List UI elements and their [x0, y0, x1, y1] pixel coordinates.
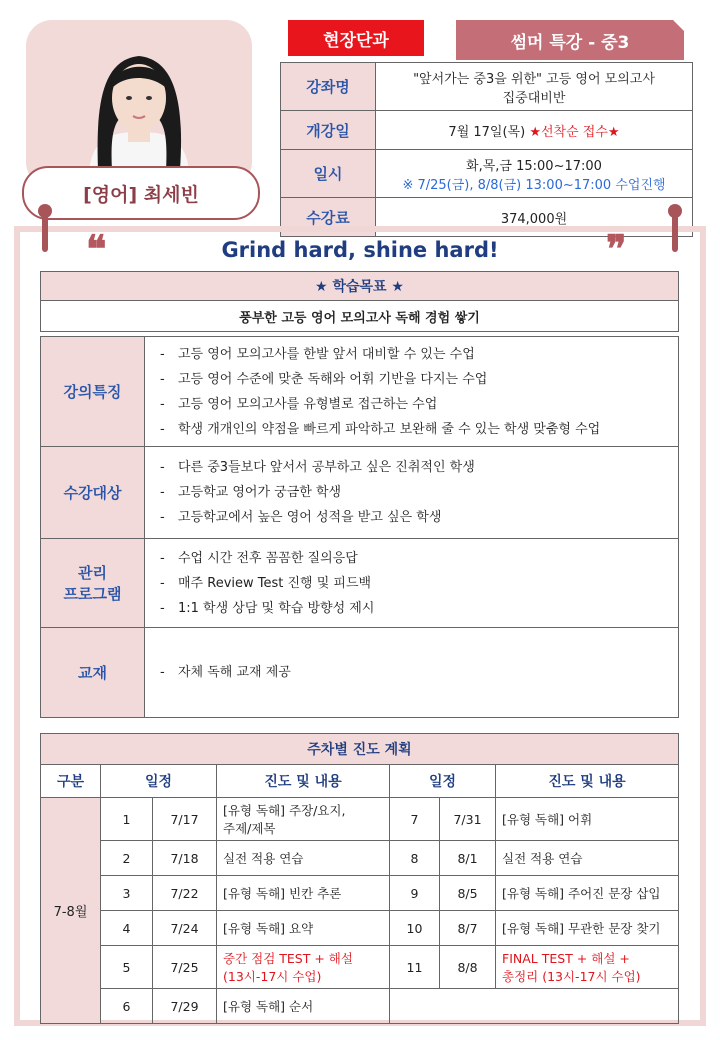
frame-peg-left — [42, 210, 48, 252]
course-info-table — [280, 62, 693, 237]
teacher-name: [영어] 최세빈 — [22, 166, 260, 220]
list-item: - 고등 영어 수준에 맞춘 독해와 어휘 기반을 다지는 수업 — [160, 371, 488, 387]
learning-goal — [40, 271, 679, 332]
schedule-note: ※ 7/25(금), 8/8(금) 13:00~17:00 수업진행 — [402, 177, 666, 193]
first-come-note: ★선착순 접수★ — [529, 124, 620, 140]
frame-peg-right — [672, 210, 678, 252]
list-item: - 고등 영어 모의고사를 유형별로 접근하는 수업 — [160, 396, 438, 412]
list-item: - 고등학교에서 높은 영어 성적을 받고 싶은 학생 — [160, 510, 442, 525]
plan-header-content: 진도 및 내용 — [217, 765, 390, 798]
list-item: - 고등학교 영어가 궁금한 학생 — [160, 485, 342, 500]
table-row: 7-8월 1 7/17 [유형 독해] 주장/요지, 주제/제목 7 7/31 [유형 독해] 어휘 — [41, 798, 679, 841]
goal-title: ★ 학습목표 ★ — [41, 272, 679, 301]
weekly-plan-table — [40, 733, 679, 1024]
list-item: - 수업 시간 전후 꼼꼼한 질의응답 — [160, 550, 358, 566]
start-date — [376, 111, 693, 150]
plan-header-schedule: 일정 — [101, 765, 217, 798]
plan-header-category: 구분 — [41, 765, 101, 798]
course-title — [376, 63, 693, 111]
info-label-fee: 수강료 — [281, 198, 376, 237]
list-item: - 학생 개개인의 약점을 빠르게 파악하고 보완해 줄 수 있는 학생 맞춤형 수업 — [160, 421, 601, 437]
target-label: 수강대상 — [41, 447, 145, 539]
slogan: Grind hard, shine hard! — [221, 238, 499, 262]
teacher-photo — [26, 20, 252, 188]
plan-month: 7-8월 — [41, 798, 101, 1024]
list-item: - 매주 Review Test 진행 및 피드백 — [160, 575, 372, 591]
onsite-tag: 현장단과 — [288, 20, 424, 56]
close-quote-icon: ❞ — [606, 226, 627, 271]
list-item: - 고등 영어 모의고사를 한발 앞서 대비할 수 있는 수업 — [160, 346, 475, 362]
open-quote-icon: ❝ — [86, 226, 107, 271]
textbook-list — [146, 660, 677, 685]
goal-text: 풍부한 고등 영어 모의고사 독해 경험 쌓기 — [41, 301, 679, 332]
textbook-label: 교재 — [41, 628, 145, 718]
plan-header-content-2: 진도 및 내용 — [496, 765, 679, 798]
features-list — [146, 342, 677, 442]
table-row: 2 7/18 실전 적용 연습 8 8/1 실전 적용 연습 — [41, 841, 679, 876]
table-row: 5 7/25 중간 점검 TEST + 해설 (13시-17시 수업) 11 8/8 FINAL TEST + 해설 + 총정리 (13시-17시 수업) — [41, 946, 679, 989]
tuition-fee: 374,000원 — [376, 198, 693, 237]
midterm-test: 중간 점검 TEST + 해설 (13시-17시 수업) — [217, 946, 390, 989]
features-label: 강의특징 — [41, 337, 145, 447]
schedule — [376, 150, 693, 198]
list-item: - 자체 독해 교재 제공 — [160, 665, 291, 680]
info-label-schedule: 일시 — [281, 150, 376, 198]
plan-title: 주차별 진도 계획 — [41, 734, 679, 765]
info-label-title: 강좌명 — [281, 63, 376, 111]
start-date-value: 7월 17일(목) — [448, 124, 526, 140]
course-features-table — [40, 336, 679, 718]
course-title-line1: "앞서가는 중3을 위한" 고등 영어 모의고사 — [413, 71, 655, 87]
special-course-tag: 썸머 특강 - 중3 — [456, 20, 684, 60]
list-item: - 다른 중3들보다 앞서서 공부하고 싶은 진취적인 학생 — [160, 460, 475, 475]
course-title-line2: 집중대비반 — [502, 90, 566, 106]
target-list — [146, 455, 677, 530]
program-list — [146, 546, 677, 621]
plan-header-schedule-2: 일정 — [390, 765, 496, 798]
list-item: - 1:1 학생 상담 및 학습 방향성 제시 — [160, 600, 375, 616]
table-row: 3 7/22 [유형 독해] 빈칸 추론 9 8/5 [유형 독해] 주어진 문장 삽입 — [41, 876, 679, 911]
table-row: 4 7/24 [유형 독해] 요약 10 8/7 [유형 독해] 무관한 문장 찾기 — [41, 911, 679, 946]
program-label: 관리 프로그램 — [41, 539, 145, 628]
schedule-days: 화,목,금 15:00~17:00 — [466, 158, 602, 174]
final-test: FINAL TEST + 해설 + 총정리 (13시-17시 수업) — [496, 946, 679, 989]
table-row: 6 7/29 [유형 독해] 순서 — [41, 989, 679, 1024]
info-label-start: 개강일 — [281, 111, 376, 150]
